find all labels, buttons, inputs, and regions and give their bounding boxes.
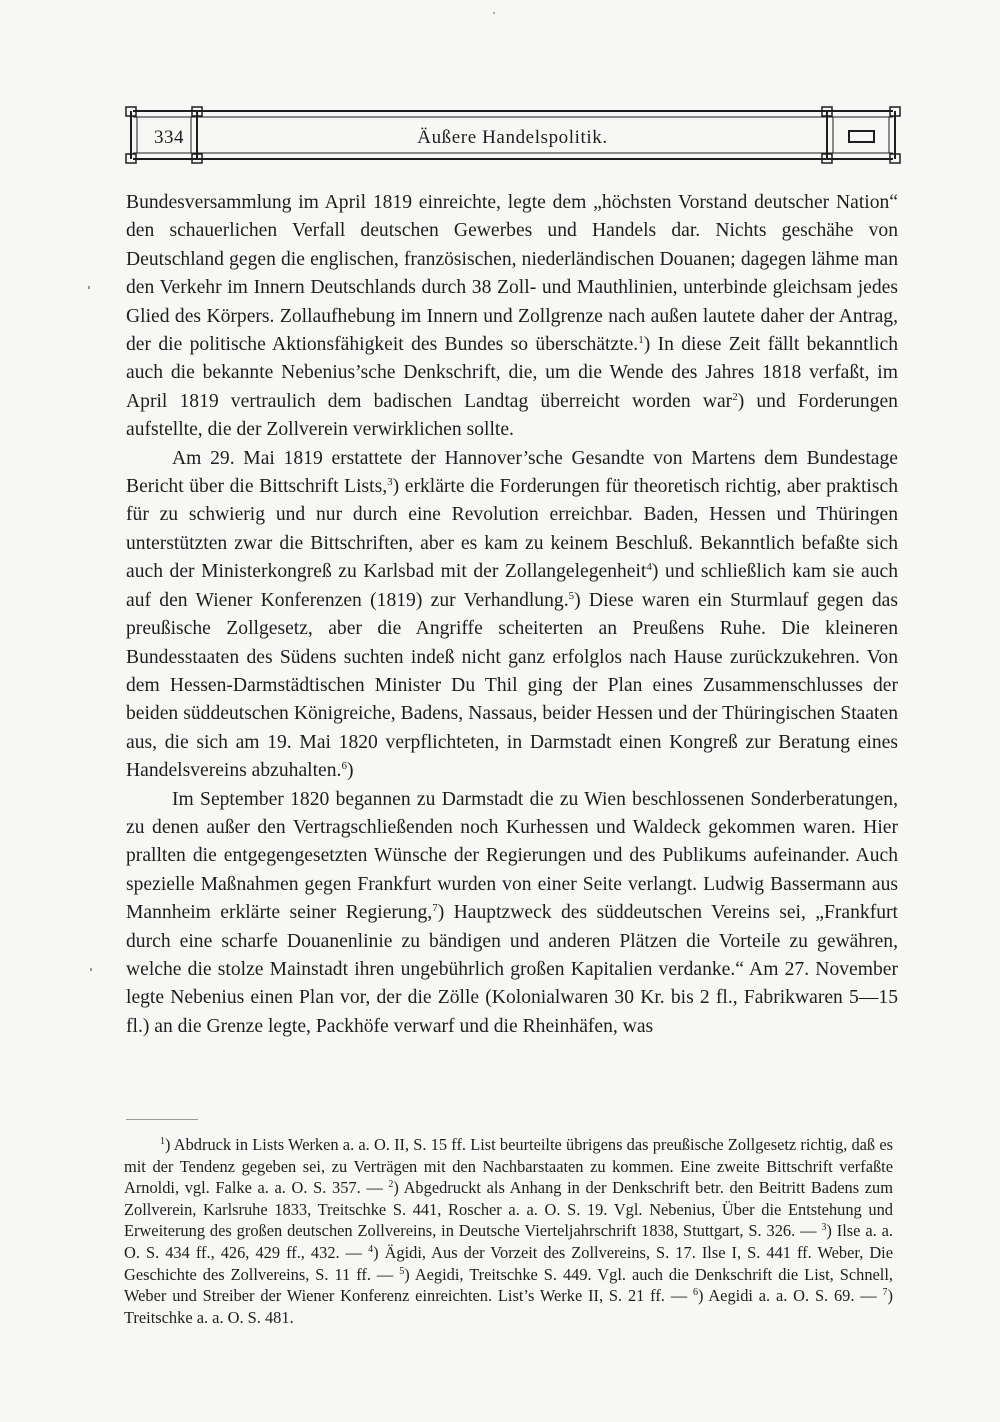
footnote-number: 5 (399, 1265, 405, 1277)
paragraph (126, 189, 898, 445)
footnote-text: ) Treitschke a. a. O. S. 481. (124, 1286, 893, 1327)
footnotes (124, 1134, 893, 1328)
footnote-marker: 3 (387, 476, 393, 489)
text-run: ) erklärte die Forderungen für theoretisch richtig, aber praktisch für zu schwierig und nur durch eine Revolution erreichbar. Baden, Hessen und Thüringen unterstützten zwar die Bittschriften, aber es kam zu keinem Beschluß. Bekanntlich befaßte sich auch der Ministerkongreß zu Karlsbad mit der Zollangelegenheit (126, 476, 898, 583)
footnote-separator (126, 1119, 198, 1120)
footnote-text: ) Aegidi a. a. O. S. 69. — (697, 1286, 883, 1306)
footnote-number: 2 (388, 1179, 394, 1191)
footnote-block (124, 1134, 893, 1328)
text-run: ) In diese Zeit fällt bekanntlich auch die bekannte Nebenius’sche Denkschrift, die, um die Wende des Jahres 1818 verfaßt, im April 1819 vertraulich dem badischen Landtag überreicht worden war (126, 334, 898, 412)
footnote-text: ) Abdruck in Lists Werken a. a. O. II, S. 15 ff. List beurteilte übrigens das preußische Zollgesetz richtig, daß es mit der Tendenz gegeben sei, zu Verträgen mit den Nachbarstaaten zu kommen. Eine zweite Bittschrift verfaßte Arnoldi, vgl. Falke a. a. O. S. 357. — (124, 1135, 893, 1198)
page-number: 334 (154, 127, 184, 148)
footnote-marker: 6 (341, 760, 347, 773)
footnote-marker: 5 (568, 589, 575, 602)
footnote-text: ) Aegidi, Treitschke S. 449. Vgl. auch die Denkschrift die List, Schnell, Weber und Streiber der Wiener Konferenz einreichten. List’s Werke II, S. 21 ff. — (124, 1264, 894, 1306)
text-run: ) (346, 760, 354, 782)
footnote-number: 3 (821, 1222, 827, 1234)
text-run: ) und Forderungen aufstellte, die der Zollverein verwirklichen sollte. (126, 390, 898, 441)
paragraph (126, 786, 898, 1042)
text-run: ) und schließlich kam sie auch auf den Wiener Konferenzen (1819) zur Verhandlung. (126, 561, 898, 611)
footnote-text: ) Ilse a. a. O. S. 434 ff., 426, 429 ff., 432. — (124, 1221, 893, 1262)
page-header (125, 106, 901, 164)
footnote-number: 4 (368, 1243, 374, 1255)
footnote-marker: 7 (432, 902, 438, 915)
footnote-number: 1 (160, 1136, 165, 1147)
footnote-marker: 2 (732, 390, 738, 403)
scan-speck (493, 12, 495, 14)
running-title: Äußere Handelspolitik. (417, 127, 608, 148)
paragraph (126, 445, 898, 786)
footnote-marker: 1 (638, 334, 644, 347)
footnote-number: 7 (882, 1287, 888, 1299)
text-run: Bundesversammlung im April 1819 einreichte, legte dem „höchsten Vorstand deutscher Nation“ den schauerlichen Verfall deutschen Gewerbes und Handels dar. Nichts geschähe von Deutschland gegen die englischen, französischen, niederländischen Douanen; dagegen lähme man den Verkehr im Innern Deutschlands durch 38 Zoll- und Mauthlinien, unterbinde gleichsam jedes Glied des Körpers. Zollaufhebung im Innern und Zollgrenze nach außen lautete daher der Antrag, der die politische Aktionsfähigkeit des Bundes so überschätzte. (126, 192, 898, 356)
footnote-text: ) Ägidi, Aus der Vorzeit des Zollvereins, S. 17. Ilse I, S. 441 ff. Weber, Die Geschichte des Zollvereins, S. 11 ff. — (124, 1242, 893, 1284)
scan-speck (90, 968, 92, 971)
text-run: Am 29. Mai 1819 erstattete der Hannover’sche Gesandte von Martens dem Bundestage Bericht über die Bittschrift Lists, (126, 447, 898, 498)
text-run: ) Hauptzweck des süddeutschen Vereins sei, „Frankfurt durch eine scharfe Douanenlinie zu bändigen und anderen Plätzen die Vorteile zu gewähren, welche die stolze Mainstadt ihren ungebührlich großen Kapitalien verdanke.“ Am 27. November legte Nebenius einen Plan vor, der die Zölle (Kolonialwaren 30 Kr. bis 2 fl., Fabrikwaren 5—15 fl.) an die Grenze legte, Packhöfe verwarf und die Rheinhäfen, was (126, 902, 898, 1037)
text-run: Im September 1820 begannen zu Darmstadt die zu Wien beschlossenen Sonderberatungen, zu denen außer den Vertragschließenden noch Kurhessen und Waldeck gekommen waren. Hier prallten die entgegengesetzten Wünsche der Regierungen und des Publikums aufeinander. Auch spezielle Maßnahmen gegen Frankfurt wurden von einer Seite verlangt. Ludwig Bassermann aus Mannheim erklärte seiner Regierung, (126, 788, 898, 924)
footnote-number: 6 (692, 1287, 698, 1299)
text-run: ) Diese waren ein Sturmlauf gegen das preußische Zollgesetz, aber die Angriffe scheiterten an Preußens Ruhe. Die kleineren Bundesstaaten des Südens suchten indeß nicht ganz erfolglos nach Hause zurückzukehren. Von dem Hessen-Darmstädtischen Minister Du Thil ging der Plan eines Zusammenschlusses der beiden süddeutschen Königreiche, Badens, Nassaus, beider Hessen und der Thüringischen Staaten aus, die sich am 19. Mai 1820 verpflichteten, in Darmstadt einen Kongreß zur Beratung eines Handelsvereins abzuhalten. (126, 589, 898, 782)
body-text (126, 189, 898, 1041)
footnote-text: ) Abgedruckt als Anhang in der Denkschrift betr. den Beitritt Badens zum Zollverein, Karlsruhe 1833, Treitschke S. 441, Roscher a. a. O. S. 19. Vgl. Nebenius, Über die Entstehung und Erweiterung des großen deutschen Zollvereins, in Deutsche Vierteljahrschrift 1838, Stuttgart, S. 326. — (124, 1178, 893, 1241)
footnote-marker: 4 (646, 561, 652, 574)
scan-speck (88, 286, 90, 289)
